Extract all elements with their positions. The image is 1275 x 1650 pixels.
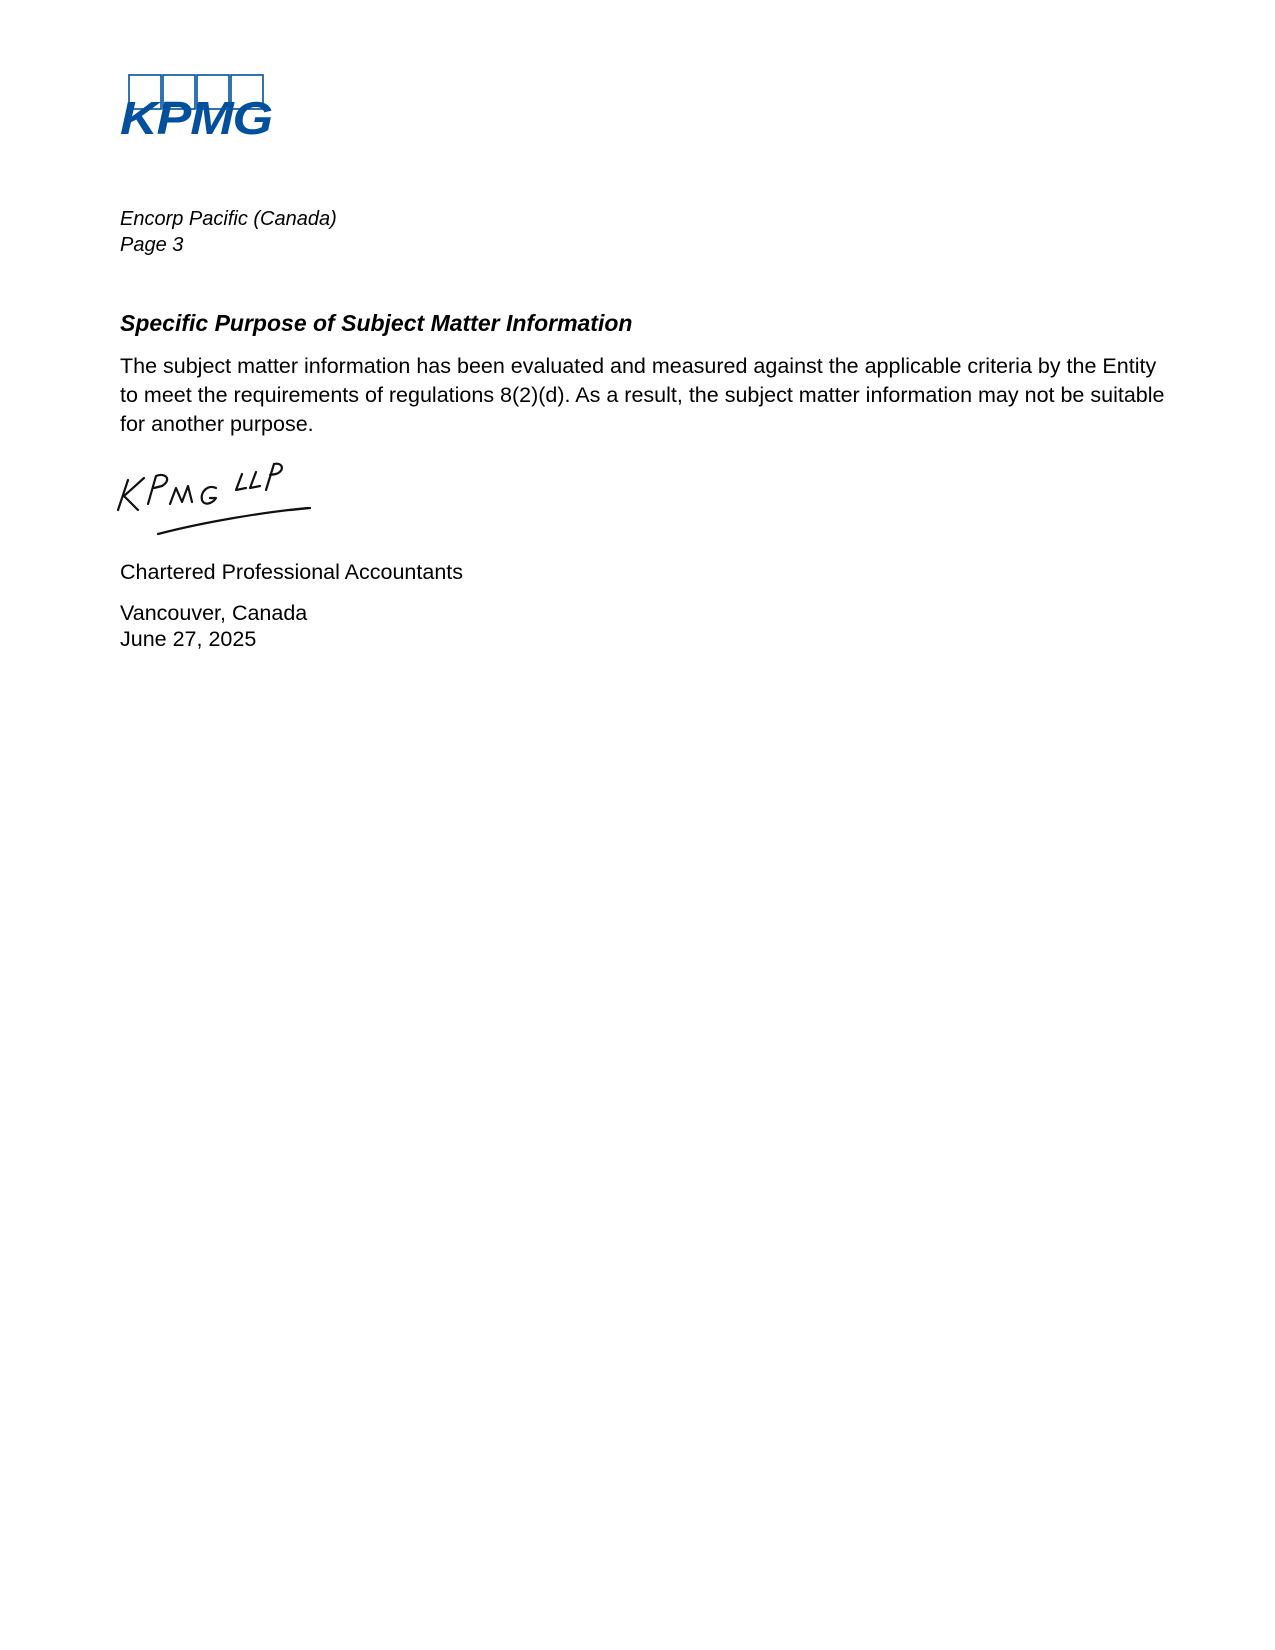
section-heading: Specific Purpose of Subject Matter Information xyxy=(120,310,633,336)
svg-text:KPMG: KPMG xyxy=(120,92,273,138)
entity-name: Encorp Pacific (Canada) xyxy=(120,208,337,230)
location-date-block xyxy=(120,600,307,652)
section-paragraph: The subject matter information has been evaluated and measured against the applicable criteria by the Entity to meet the requirements of regulations 8(2)(d). As a result, the subject matter information may not be suitable for another purpose. xyxy=(120,354,1165,436)
signature xyxy=(114,460,334,540)
report-date: June 27, 2025 xyxy=(120,627,257,651)
kpmg-logo-graphic xyxy=(118,74,278,138)
city: Vancouver, Canada xyxy=(120,601,308,625)
firm-title: Chartered Professional Accountants xyxy=(120,560,464,584)
page-header xyxy=(120,206,337,258)
page-number: Page 3 xyxy=(120,234,184,256)
handwritten-signature-graphic xyxy=(114,460,334,540)
kpmg-logo xyxy=(118,74,278,138)
